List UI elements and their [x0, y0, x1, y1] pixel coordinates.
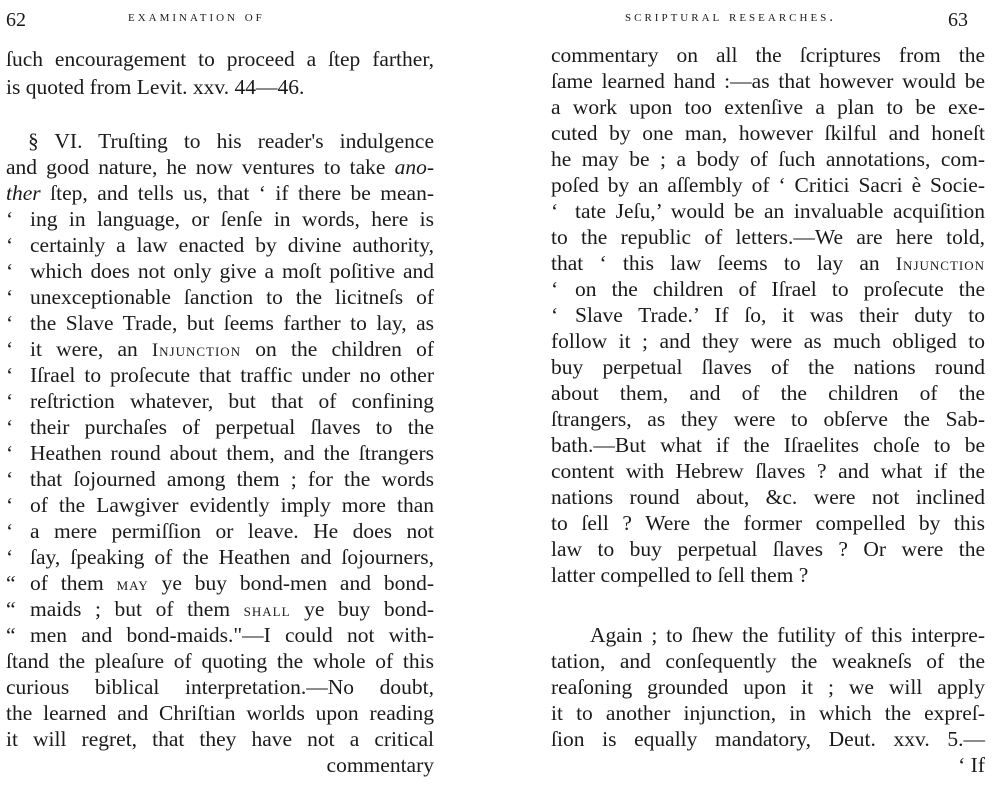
quote-mark: ‘	[6, 259, 14, 283]
text-line: content with Hebrew ſlaves ? and what if the	[551, 459, 985, 483]
text-line: buy perpetual ſlaves of the nations round	[551, 355, 985, 379]
text-span: ſtep, and tells us, that ‘ if there be mean-	[50, 181, 435, 205]
quoted-line	[6, 440, 434, 466]
quote-mark: ‘	[958, 753, 966, 777]
quote-mark: ‘	[6, 545, 14, 569]
text-line: bath.—But what if the Iſraelites choſe to be	[551, 433, 985, 457]
text-span: If	[970, 753, 985, 777]
text-line: the learned and Chriſtian worlds upon reading	[6, 701, 434, 725]
double-quoted-line	[6, 596, 434, 623]
text-span: it were, an	[30, 337, 138, 361]
page-number: 63	[948, 9, 968, 31]
small-caps-word: Injunction	[895, 254, 986, 274]
text-line: ſtand the pleaſure of quoting the whole of this	[6, 649, 434, 673]
text-span: that ſojourned among them ; for the words	[30, 467, 434, 491]
quoted-line	[6, 206, 434, 232]
text-line: curious biblical interpretation.—No doubt,	[6, 675, 434, 699]
text-span: Iſrael to proſecute that traffic under no other	[30, 363, 434, 387]
quote-mark: ‘	[551, 199, 559, 223]
quote-mark: “	[6, 623, 16, 647]
quoted-line	[6, 232, 434, 258]
text-span: and good nature, he now ventures to take	[6, 155, 386, 179]
quote-mark: ‘	[6, 441, 14, 465]
text-line: a work upon too extenſive a plan to be exe-	[551, 95, 985, 119]
text-line: poſed by an aſſembly of ‘ Critici Sacri è Socie-	[551, 173, 985, 197]
text-line: ſame learned hand :—as that however would be	[551, 69, 985, 93]
quoted-line	[551, 198, 985, 224]
quote-mark: ‘	[551, 303, 559, 327]
quote-mark: ‘	[6, 285, 14, 309]
quoted-line	[6, 414, 434, 440]
text-span: unexceptionable ſanction to the licitneſs of	[30, 285, 434, 309]
text-span: Slave Trade.’ If ſo, it was their duty to	[575, 303, 985, 327]
text-span: on the children of	[255, 337, 435, 361]
text-span: reſtriction whatever, but that of confining	[30, 389, 434, 413]
quote-mark: ‘	[6, 389, 14, 413]
text-line: nations round about, &c. were not inclined	[551, 485, 985, 509]
text-line	[6, 180, 434, 206]
quote-mark: ‘	[6, 207, 14, 231]
quoted-line	[6, 362, 434, 388]
text-span: the Slave Trade, but ſeems farther to lay, as	[30, 311, 434, 335]
text-span: a mere permiſſion or leave. He does not	[30, 519, 434, 543]
text-line: it to another injunction, in which the expreſ-	[551, 701, 985, 725]
text-line: law to buy perpetual ſlaves ? Or were the	[551, 537, 985, 561]
text-line: is quoted from Levit. xxv. 44—46.	[6, 75, 305, 99]
small-caps-word: shall	[243, 600, 291, 620]
running-head: scriptural researches.	[625, 9, 837, 25]
quoted-line	[551, 276, 985, 302]
double-quoted-line	[6, 570, 434, 597]
text-span: tate Jeſu,’ would be an invaluable acquiſition	[575, 199, 985, 223]
quoted-line	[6, 310, 434, 336]
text-span: ye buy bond-	[304, 597, 435, 621]
text-span: certainly a law enacted by divine authority,	[30, 233, 434, 257]
quote-mark: ‘	[6, 519, 14, 543]
text-line: cuted by one man, however ſkilful and honeſt	[551, 121, 985, 145]
quote-mark: ‘	[6, 311, 14, 335]
running-head: examination of	[128, 9, 265, 25]
right-page	[500, 0, 1000, 787]
text-line	[6, 154, 434, 180]
text-line: to ſell ? Were the former compelled by this	[551, 511, 985, 535]
italic-word: ther	[6, 181, 41, 205]
quoted-line	[551, 302, 985, 328]
text-span: ye buy bond-men and bond-	[161, 571, 434, 595]
text-line: ſion is equally mandatory, Deut. xxv. 5.—	[551, 727, 985, 751]
text-line: about them, and of the children of the	[551, 381, 985, 405]
paragraph-start-line: § VI. Truſting to his reader's indulgence	[28, 129, 434, 153]
text-span: their purchaſes of perpetual ſlaves to the	[30, 415, 434, 439]
page-number: 62	[6, 9, 26, 31]
quote-mark: ‘	[6, 337, 14, 361]
catchword: commentary	[326, 753, 434, 777]
quote-mark: ‘	[551, 277, 559, 301]
quote-mark: “	[6, 597, 16, 621]
quote-mark: ‘	[6, 415, 14, 439]
text-line: commentary on all the ſcriptures from the	[551, 43, 985, 67]
text-line: latter compelled to ſell them ?	[551, 563, 809, 587]
text-span: men and bond-maids."—I could not with-	[30, 623, 434, 647]
quote-mark: ‘	[6, 467, 14, 491]
quote-mark: ‘	[6, 363, 14, 387]
quoted-line	[6, 492, 434, 518]
text-span: ſay, ſpeaking of the Heathen and ſojourners,	[30, 545, 434, 569]
catchword	[551, 752, 985, 778]
quoted-line	[6, 284, 434, 310]
quoted-line	[6, 466, 434, 492]
text-span: ing in language, or ſenſe in words, here is	[30, 207, 434, 231]
text-line	[551, 250, 985, 277]
text-span: on the children of Iſrael to proſecute the	[575, 277, 985, 301]
quoted-line	[6, 336, 434, 363]
text-line: it will regret, that they have not a critical	[6, 727, 434, 751]
quote-mark: “	[6, 571, 16, 595]
italic-word: ano-	[394, 155, 434, 179]
small-caps-word: Injunction	[151, 340, 242, 360]
quote-mark: ‘	[6, 493, 14, 517]
text-line: he may be ; a body of ſuch annotations, com-	[551, 147, 985, 171]
quoted-line	[6, 518, 434, 544]
text-span: that ‘ this law ſeems to lay an	[551, 251, 880, 275]
text-line: tation, and conſequently the weakneſs of the	[551, 649, 985, 673]
text-line: to the republic of letters.—We are here told,	[551, 225, 985, 249]
text-span: which does not only give a moſt poſitive and	[30, 259, 434, 283]
double-quoted-line	[6, 622, 434, 648]
quote-mark: ‘	[6, 233, 14, 257]
quoted-line	[6, 388, 434, 414]
quoted-line	[6, 258, 434, 284]
quoted-line	[6, 544, 434, 570]
text-span: maids ; but of them	[30, 597, 231, 621]
text-span: of the Lawgiver evidently imply more than	[30, 493, 434, 517]
text-line: follow it ; and they were as much obliged to	[551, 329, 985, 353]
text-span: Heathen round about them, and the ſtrangers	[30, 441, 434, 465]
text-line: ſuch encouragement to proceed a ſtep farther,	[6, 47, 434, 71]
paragraph-start-line: Again ; to ſhew the futility of this interpre-	[590, 623, 985, 647]
text-line: reaſoning grounded upon it ; we will apply	[551, 675, 985, 699]
small-caps-word: may	[116, 574, 149, 594]
text-line: ſtrangers, as they were to obſerve the Sab-	[551, 407, 985, 431]
text-span: of them	[30, 571, 104, 595]
